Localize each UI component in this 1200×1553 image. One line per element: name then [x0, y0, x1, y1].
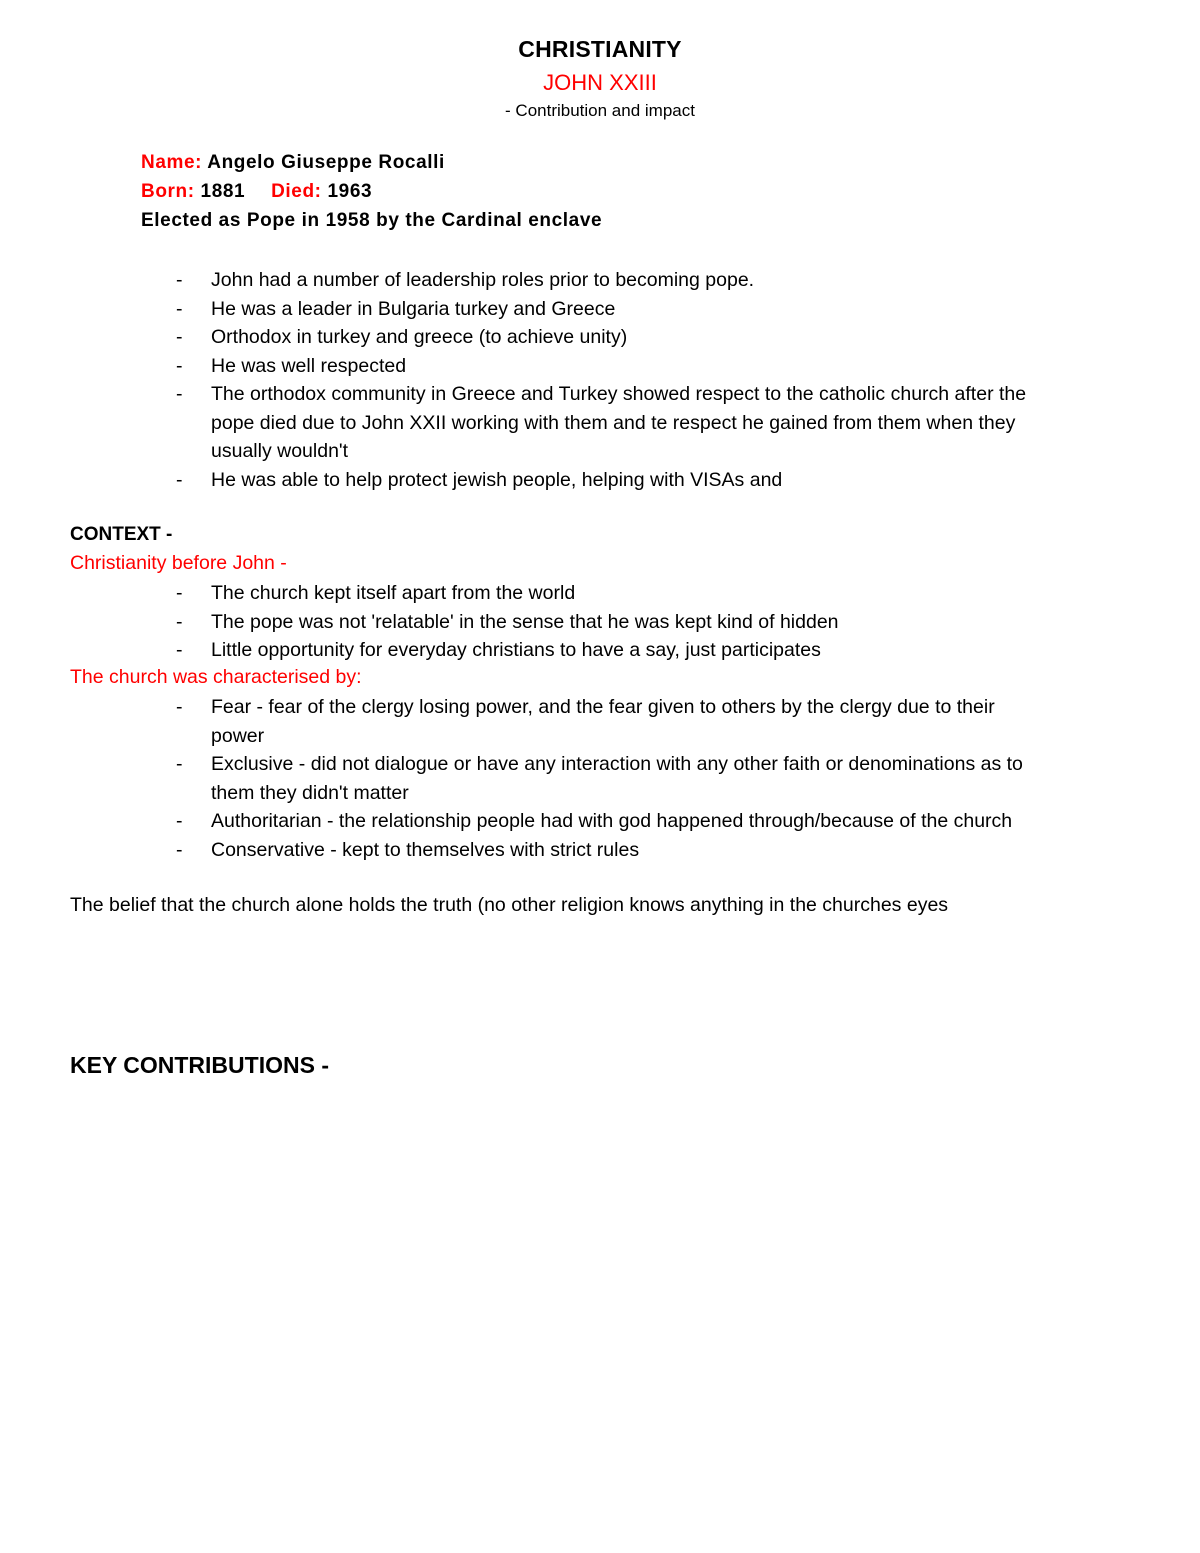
intro-list — [0, 266, 1101, 494]
list-item: - John had a number of leadership roles prior to becoming pope. — [176, 269, 755, 291]
list-item: - Exclusive - did not dialogue or have any interaction with any other faith or denominations as to them they didn't matter — [176, 753, 1023, 804]
dates-line — [141, 181, 372, 203]
before-heading: Christianity before John - — [70, 552, 287, 574]
name-line — [141, 152, 445, 174]
key-contributions-heading: KEY CONTRIBUTIONS - — [70, 1052, 329, 1078]
name-value: Angelo Giuseppe Rocalli — [207, 152, 445, 173]
died-value: 1963 — [327, 181, 373, 202]
list-item: - He was a leader in Bulgaria turkey and Greece — [176, 297, 616, 320]
list-item: - The church kept itself apart from the world — [176, 582, 576, 604]
list-item: - Fear - fear of the clergy losing power, and the fear given to others by the clergy due to their power — [176, 696, 995, 747]
list-item: - The pope was not 'relatable' in the sense that he was kept kind of hidden — [176, 610, 839, 633]
characterised-heading: The church was characterised by: — [70, 666, 362, 688]
document-tagline: - Contribution and impact — [505, 101, 695, 120]
document-title: CHRISTIANITY — [518, 36, 682, 62]
list-item: - Conservative - kept to themselves with strict rules — [176, 838, 640, 861]
born-label: Born: — [141, 181, 195, 202]
list-item: - Little opportunity for everyday christians to have a say, just participates — [176, 639, 821, 661]
name-label: Name: — [141, 152, 203, 173]
list-item: - He was well respected — [176, 354, 407, 377]
characterised-list — [0, 693, 1101, 864]
before-list — [0, 579, 1101, 665]
list-item: - The orthodox community in Greece and Turkey showed respect to the catholic church after the pope died due to John XXII working with them and te respect he gained from them when they usually wouldn't — [176, 383, 1027, 462]
list-item: - Authoritarian - the relationship people had with god happened through/because of the church — [176, 810, 1013, 832]
list-item: - He was able to help protect jewish people, helping with VISAs and — [176, 468, 783, 491]
context-heading: CONTEXT - — [70, 524, 173, 545]
list-item: - Orthodox in turkey and greece (to achieve unity) — [176, 326, 628, 348]
belief-paragraph: The belief that the church alone holds the truth (no other religion knows anything in the churches eyes — [70, 894, 949, 916]
died-label: Died: — [271, 181, 322, 202]
elected-line: Elected as Pope in 1958 by the Cardinal enclave — [141, 210, 603, 231]
document-subtitle: JOHN XXIII — [543, 70, 657, 95]
born-value: 1881 — [200, 181, 246, 202]
